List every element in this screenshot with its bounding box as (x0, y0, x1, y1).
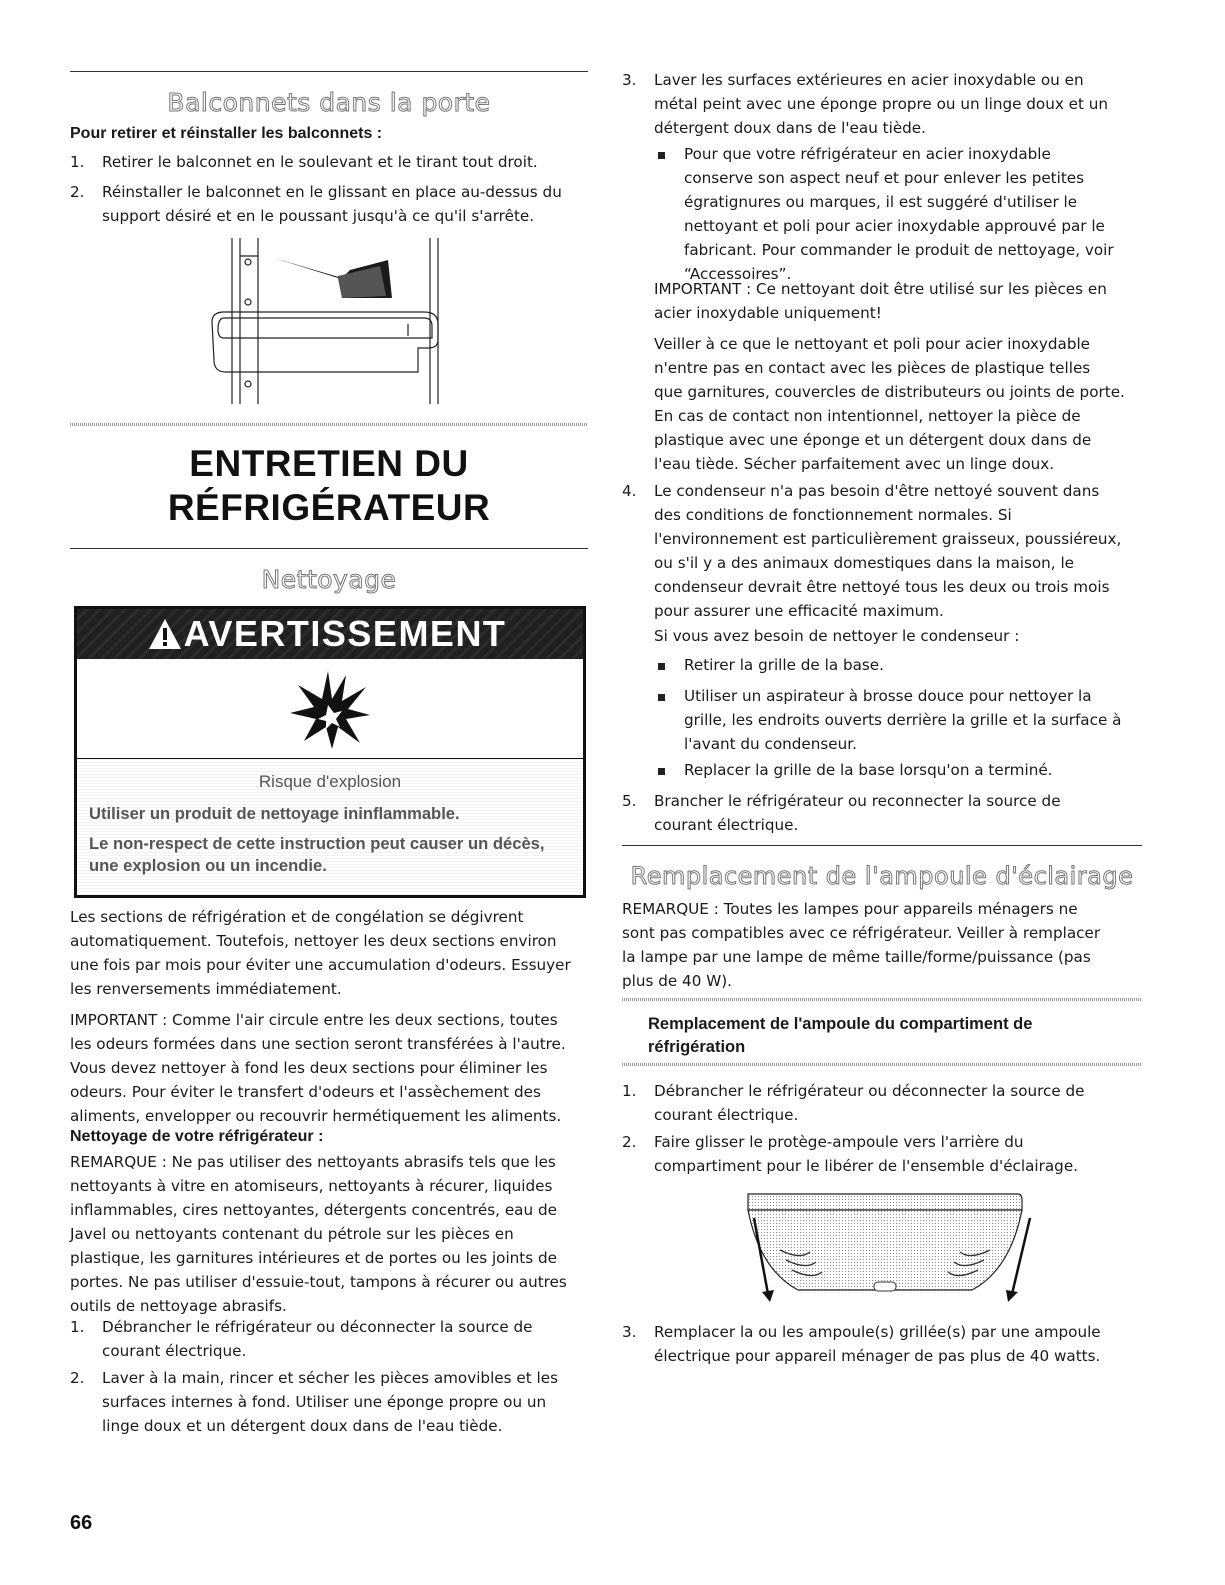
text-line: Javel ou nettoyants contenant du pétrole sur les pièces en (70, 1225, 514, 1243)
step-text (102, 1366, 558, 1438)
chapter-title-line1: ENTRETIEN DU (189, 443, 469, 484)
warning-banner-text: AVERTISSEMENT (183, 613, 507, 654)
step-number: 4. (622, 482, 637, 500)
text-line: plastique avec une éponge et un détergent doux dans de (654, 431, 1092, 449)
section-rule (622, 845, 1142, 846)
text-line: Faire glisser le protège-ampoule vers l'arrière du (654, 1133, 1024, 1151)
subheading-balconnets: Pour retirer et réinstaller les balconnets : (70, 125, 383, 142)
text-line: Réinstaller le balconnet en le glissant en place au-dessus du (102, 183, 562, 201)
step-text (102, 180, 562, 228)
text-line: IMPORTANT : Ce nettoyant doit être utilisé sur les pièces en (654, 280, 1107, 298)
text-line: l'environnement est particulièrement graisseux, poussiéreux, (654, 530, 1122, 548)
text-line: Vous devez nettoyer à fond les deux sections pour éliminer les (70, 1059, 548, 1077)
text-line: portes. Ne pas utiliser d'essuie-tout, tampons à récurer ou autres (70, 1273, 567, 1291)
text-line: que garnitures, couvercles de distributeurs ou joints de porte. (654, 383, 1125, 401)
bullet-marker (658, 694, 665, 701)
step-text (102, 150, 538, 174)
bullet-marker (658, 663, 665, 670)
text-line: Débrancher le réfrigérateur ou déconnecter la source de (102, 1318, 533, 1336)
step-number: 1. (622, 1082, 637, 1100)
text-line: acier inoxydable uniquement! (654, 304, 882, 322)
paragraph-remarque-lampes (622, 897, 1100, 993)
bullet-marker (658, 768, 665, 775)
text-line: condenseur devrait être nettoyé tous les deux ou trois mois (654, 578, 1110, 596)
step-text (654, 1130, 1078, 1178)
text-line: égratignures ou marques, il est suggéré d'utiliser le (684, 193, 1078, 211)
text-line: Retirer le balconnet en le soulevant et le tirant tout droit. (102, 153, 538, 171)
warning-line2a: Le non-respect de cette instruction peut causer un décès, (89, 834, 545, 853)
section-heading-balconnets: Balconnets dans la porte (167, 88, 491, 117)
text-line: n'entre pas en contact avec les pièces de plastique telles (654, 359, 1091, 377)
step-number: 2. (70, 1369, 85, 1387)
step-text (654, 68, 1108, 140)
condenseur-intro: Si vous avez besoin de nettoyer le condenseur : (654, 627, 1020, 645)
text-line: outils de nettoyage abrasifs. (70, 1297, 287, 1315)
step-number: 2. (70, 183, 85, 201)
text-line: une fois par mois pour éviter une accumulation d'odeurs. Essuyer (70, 956, 571, 974)
step-number: 5. (622, 792, 637, 810)
subheading-nettoyage: Nettoyage de votre réfrigérateur : (70, 1128, 324, 1145)
text-line: odeurs. Pour éviter le transfert d'odeurs et l'assèchement des (70, 1083, 541, 1101)
text-line: Les sections de réfrigération et de congélation se dégivrent (70, 908, 524, 926)
text-line: plastique, les garnitures intérieures et de portes ou les joints de (70, 1249, 557, 1267)
text-line: les odeurs formées dans une section seront transférées à l'autre. (70, 1035, 566, 1053)
step-text (654, 789, 1061, 837)
text-line: électrique pour appareil ménager de pas plus de 40 watts. (654, 1347, 1101, 1365)
text-line: linge doux et un détergent doux dans de l'eau tiède. (102, 1417, 503, 1435)
page-number: 66 (70, 1512, 93, 1534)
text-line: fabricant. Pour commander le produit de nettoyage, voir (684, 241, 1114, 259)
text-line: courant électrique. (654, 816, 799, 834)
text-line: Le condenseur n'a pas besoin d'être nettoyé souvent dans (654, 482, 1100, 500)
subsection-rule-dotted (622, 1063, 1142, 1066)
text-line: Laver à la main, rincer et sécher les pièces amovibles et les (102, 1369, 558, 1387)
step-text (654, 479, 1121, 623)
section-rule (70, 548, 588, 549)
bullet-text (684, 684, 1121, 756)
text-line: plus de 40 W). (622, 972, 732, 990)
chapter-title-line2: RÉFRIGÉRATEUR (167, 487, 491, 528)
paragraph-important-inox (654, 277, 1107, 325)
warning-banner (77, 609, 583, 659)
section-rule-dotted (70, 423, 588, 426)
step-text (654, 1079, 1085, 1127)
text-line: Débrancher le réfrigérateur ou déconnecter la source de (654, 1082, 1085, 1100)
text-line: REMARQUE : Toutes les lampes pour appareils ménagers ne (622, 900, 1078, 918)
text-line: courant électrique. (654, 1106, 799, 1124)
text-line: Retirer la grille de la base. (684, 656, 884, 674)
paragraph-remarque (70, 1150, 567, 1318)
text-line: les renversements immédiatement. (70, 980, 342, 998)
bullet-text (684, 653, 884, 677)
warning-text-area (77, 759, 583, 895)
text-line: ou s'il y a des animaux domestiques dans la maison, le (654, 554, 1075, 572)
text-line: En cas de contact non intentionnel, nettoyer la pièce de (654, 407, 1081, 425)
text-line: l'eau tiède. Sécher parfaitement avec un linge doux. (654, 455, 1055, 473)
bullet-marker (658, 152, 665, 159)
text-line: Laver les surfaces extérieures en acier inoxydable ou en (654, 71, 1084, 89)
text-line: surfaces internes à fond. Utiliser une éponge propre ou un (102, 1393, 547, 1411)
text-line: des conditions de fonctionnement normales. Si (654, 506, 1012, 524)
text-line: compartiment pour le libérer de l'ensemble d'éclairage. (654, 1157, 1078, 1175)
text-line: Utiliser un aspirateur à brosse douce pour nettoyer la (684, 687, 1092, 705)
warning-box (74, 606, 586, 898)
text-line: inflammables, cires nettoyantes, détergents concentrés, eau de (70, 1201, 557, 1219)
text-line: Pour que votre réfrigérateur en acier inoxydable (684, 145, 1051, 163)
step-number: 1. (70, 153, 85, 171)
step-number: 3. (622, 71, 637, 89)
section-heading-ampoule: Remplacement de l'ampoule d'éclairage (630, 862, 1134, 890)
text-line: nettoyants à vitre en atomiseurs, nettoyants à récurer, liquides (70, 1177, 553, 1195)
paragraph-degivrage (70, 905, 571, 1001)
text-line: réfrigération (648, 1038, 746, 1056)
text-line: REMARQUE : Ne pas utiliser des nettoyants abrasifs tels que les (70, 1153, 556, 1171)
warning-line2b: une explosion ou un incendie. (89, 856, 327, 875)
text-line: sont pas compatibles avec ce réfrigérateur. Veiller à remplacer (622, 924, 1101, 942)
text-line: Remplacement de l'ampoule du compartiment de (648, 1015, 1033, 1033)
step-number: 3. (622, 1323, 637, 1341)
step-number: 2. (622, 1133, 637, 1151)
subheading-ampoule-refrigeration (648, 1013, 1032, 1059)
door-bin-illustration (210, 236, 450, 406)
text-line: Replacer la grille de la base lorsqu'on a terminé. (684, 761, 1053, 779)
text-line: Brancher le réfrigérateur ou reconnecter la source de (654, 792, 1061, 810)
paragraph-important-odeurs (70, 1008, 566, 1128)
text-line: support désiré et en le poussant jusqu'à ce qu'il s'arrête. (102, 207, 535, 225)
bullet-text (684, 758, 1053, 782)
text-line: automatiquement. Toutefois, nettoyer les deux sections environ (70, 932, 557, 950)
text-line: nettoyant et poli pour acier inoxydable approuvé par le (684, 217, 1105, 235)
text-line: l'avant du condenseur. (684, 735, 857, 753)
warning-risk: Risque d'explosion (258, 772, 402, 791)
text-line: métal peint avec une éponge propre ou un linge doux et un (654, 95, 1109, 113)
text-line: conserve son aspect neuf et pour enlever les petites (684, 169, 1085, 187)
text-line: Veiller à ce que le nettoyant et poli pour acier inoxydable (654, 335, 1091, 353)
explosion-icon (288, 669, 372, 751)
text-line: détergent doux dans de l'eau tiède. (654, 119, 926, 137)
section-rule (70, 71, 588, 72)
paragraph-veiller (654, 332, 1125, 476)
text-line: aliments, envelopper ou recouvrir hermétiquement les aliments. (70, 1107, 562, 1125)
text-line: “Accessoires”. (684, 265, 792, 283)
text-line: IMPORTANT : Comme l'air circule entre les deux sections, toutes (70, 1011, 558, 1029)
step-text (654, 1320, 1101, 1368)
light-shield-illustration (740, 1190, 1040, 1305)
step-number: 1. (70, 1318, 85, 1336)
text-line: la lampe par une lampe de même taille/forme/puissance (pas (622, 948, 1091, 966)
text-line: Remplacer la ou les ampoule(s) grillée(s) par une ampoule (654, 1323, 1101, 1341)
bullet-text-inox (684, 142, 1114, 286)
text-line: courant électrique. (102, 1342, 247, 1360)
text-line: grille, les endroits ouverts derrière la grille et la surface à (684, 711, 1122, 729)
warning-line1: Utiliser un produit de nettoyage ininflammable. (89, 804, 460, 823)
step-text (102, 1315, 533, 1363)
subsection-rule-dotted (622, 998, 1142, 1001)
text-line: pour assurer une efficacité maximum. (654, 602, 944, 620)
section-heading-nettoyage: Nettoyage (261, 565, 397, 594)
